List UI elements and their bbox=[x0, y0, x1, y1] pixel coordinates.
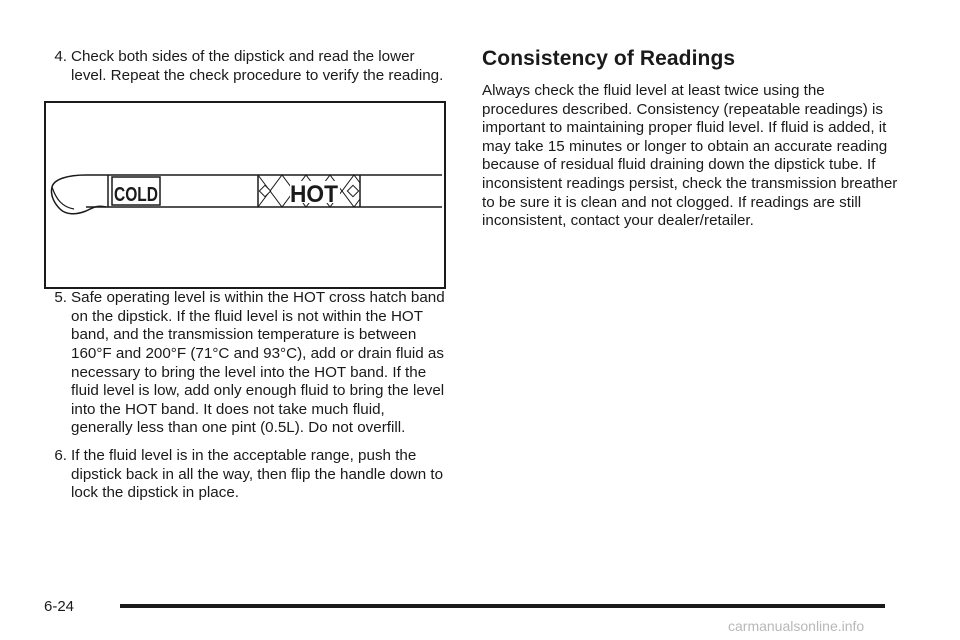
right-column bbox=[482, 46, 902, 231]
step-4 bbox=[44, 48, 448, 85]
steps-list-top bbox=[44, 48, 448, 85]
page-number: 6-24 bbox=[44, 598, 75, 615]
left-column bbox=[44, 48, 448, 503]
dipstick-illustration bbox=[46, 103, 444, 287]
section-title: Consistency of Readings bbox=[482, 47, 736, 70]
dipstick-figure bbox=[44, 101, 446, 289]
step-5 bbox=[44, 289, 448, 438]
step-6 bbox=[44, 447, 448, 503]
step-text: Safe operating level is within the HOT cross hatch band on the dipstick. If the fluid level is not within the HOT band, and the transmission temperature is between 160°F and 200°F (71°C and 93°C), add or drain fluid as necessary to bring the level into the HOT band. If the fluid level is low, add only enough fluid to bring the level into the HOT band. It does not take much fluid, generally less than one pint (0.5L). Do not overfill. bbox=[71, 289, 445, 437]
watermark-link[interactable]: carmanualsonline.info bbox=[728, 618, 865, 634]
hot-label: HOT bbox=[290, 181, 339, 209]
step-text: Check both sides of the dipstick and read the lower level. Repeat the check procedure to verify the reading. bbox=[71, 48, 444, 84]
cold-label: COLD bbox=[114, 184, 158, 207]
step-number: 5. bbox=[54, 289, 67, 307]
footer-rule bbox=[120, 604, 885, 608]
section-body: Always check the fluid level at least twice using the procedures described. Consistency (repeatable readings) is important to maintaining proper fluid level. If fluid is added, it may take 15 minutes or longer to obtain an accurate reading because of residual fluid draining down the dipstick tube. If inconsistent readings persist, check the transmission breather to be sure it is clean and not clogged. If readings are still inconsistent, contact your dealer/retailer. bbox=[482, 82, 898, 230]
steps-list-bottom bbox=[44, 289, 448, 503]
step-number: 6. bbox=[54, 446, 67, 464]
step-text: If the fluid level is in the acceptable range, push the dipstick back in all the way, then flip the handle down to lock the dipstick in place. bbox=[71, 446, 444, 502]
step-number: 4. bbox=[54, 48, 67, 65]
